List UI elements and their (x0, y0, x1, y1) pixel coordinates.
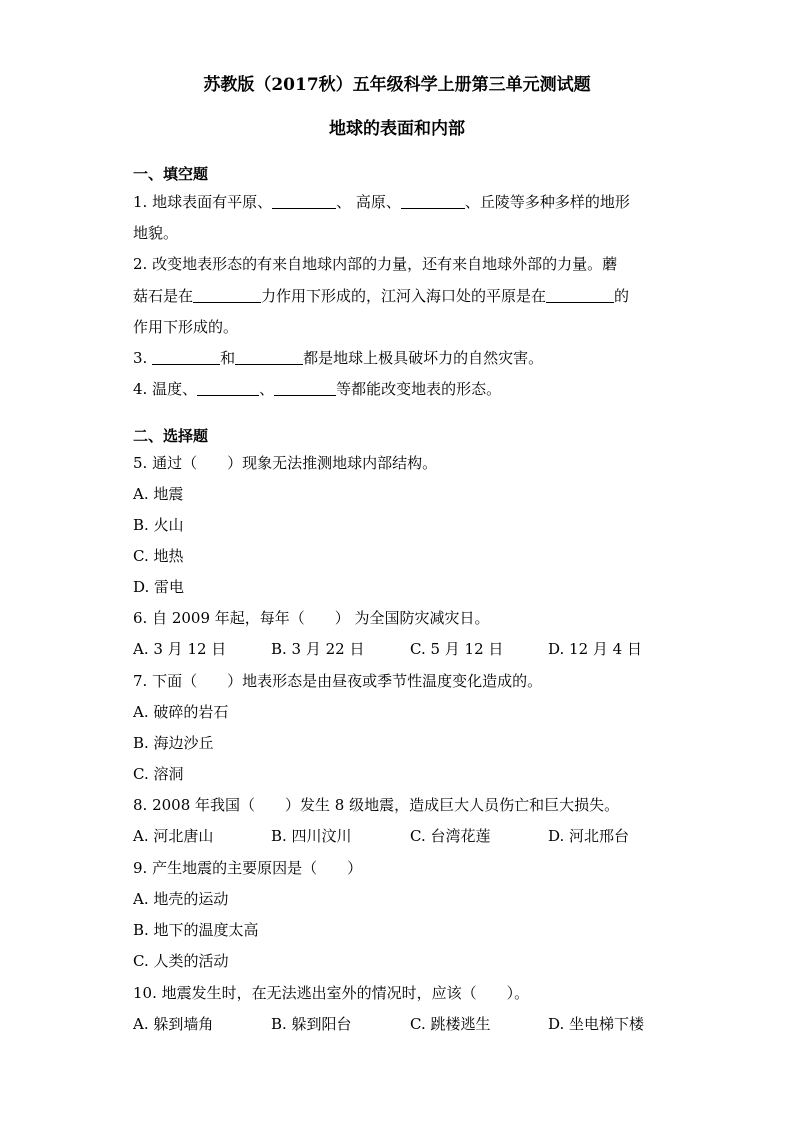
question-text: 菇石是在 (133, 287, 194, 305)
question-6-option-d[interactable]: D. 12 月 4 日 (548, 640, 642, 658)
question-text: 、 高原、 (336, 193, 401, 211)
question-5-option-a[interactable]: A. 地震 (133, 485, 184, 503)
question-7-option-c[interactable]: C. 溶洞 (133, 765, 184, 783)
question-8-option-d[interactable]: D. 河北邢台 (548, 827, 630, 845)
question-9-option-b[interactable]: B. 地下的温度太高 (133, 921, 259, 939)
question-text: 力作用下形成的，江河入海口处的平原是在 (261, 287, 547, 305)
answer-blank[interactable] (272, 193, 336, 209)
question-10-options (133, 1013, 644, 1034)
section-heading-choice: 二、选择题 (133, 427, 209, 445)
question-7-stem: 7. 下面（ ）地表形态是由昼夜或季节性温度变化造成的。 (133, 672, 543, 690)
question-10-option-b[interactable]: B. 躲到阳台 (271, 1015, 352, 1033)
question-text: 、丘陵等多种多样的地形 (464, 193, 630, 211)
answer-blank[interactable] (197, 380, 259, 396)
question-5-option-d[interactable]: D. 雷电 (133, 578, 185, 596)
question-text: 、 (259, 380, 275, 398)
question-5-stem: 5. 通过（ ）现象无法推测地球内部结构。 (133, 454, 438, 472)
question-8-option-b[interactable]: B. 四川汶川 (271, 827, 352, 845)
question-text: 的 (614, 287, 630, 305)
question-10-option-d[interactable]: D. 坐电梯下楼 (548, 1015, 645, 1033)
answer-blank[interactable] (152, 349, 220, 365)
question-8-option-c[interactable]: C. 台湾花莲 (410, 827, 491, 845)
question-5-option-c[interactable]: C. 地热 (133, 547, 184, 565)
question-6-option-c[interactable]: C. 5 月 12 日 (410, 640, 504, 658)
question-8-option-a[interactable]: A. 河北唐山 (133, 827, 214, 845)
question-2-line-1: 2. 改变地表形态的有来自地球内部的力量，还有来自地球外部的力量。蘑 (133, 255, 618, 273)
question-8-options (133, 825, 629, 846)
question-2-line-2 (133, 285, 629, 306)
answer-blank[interactable] (546, 287, 614, 303)
question-1-line-2: 地貌。 (133, 224, 179, 242)
question-6-option-a[interactable]: A. 3 月 12 日 (133, 640, 227, 658)
question-5-option-b[interactable]: B. 火山 (133, 516, 184, 534)
question-1-line-1 (133, 191, 630, 212)
question-3 (133, 347, 543, 368)
question-text: 1. 地球表面有平原、 (133, 193, 273, 211)
answer-blank[interactable] (401, 193, 465, 209)
question-9-option-a[interactable]: A. 地壳的运动 (133, 890, 229, 908)
question-10-option-c[interactable]: C. 跳楼逃生 (410, 1015, 491, 1033)
question-4 (133, 378, 501, 399)
question-text: 等都能改变地表的形态。 (336, 380, 502, 398)
question-9-stem: 9. 产生地震的主要原因是（ ） (133, 859, 363, 877)
question-text: 和 (220, 349, 236, 367)
answer-blank[interactable] (193, 287, 261, 303)
question-6-stem: 6. 自 2009 年起，每年（ ） 为全国防灾减灾日。 (133, 609, 490, 627)
question-6-option-b[interactable]: B. 3 月 22 日 (271, 640, 365, 658)
answer-blank[interactable] (274, 380, 336, 396)
question-10-option-a[interactable]: A. 躲到墙角 (133, 1015, 214, 1033)
question-text: 3. (133, 349, 153, 367)
question-10-stem: 10. 地震发生时，在无法逃出室外的情况时，应该（ ）。 (133, 984, 530, 1002)
question-2-line-3: 作用下形成的。 (133, 318, 239, 336)
question-6-options (133, 638, 642, 659)
question-7-option-b[interactable]: B. 海边沙丘 (133, 734, 214, 752)
document-subtitle: 地球的表面和内部 (329, 119, 465, 139)
section-heading-fill-in: 一、填空题 (133, 165, 209, 183)
answer-blank[interactable] (235, 349, 303, 365)
question-8-stem: 8. 2008 年我国（ ）发生 8 级地震，造成巨大人员伤亡和巨大损失。 (133, 796, 620, 814)
question-text: 4. 温度、 (133, 380, 198, 398)
document-title: 苏教版（2017秋）五年级科学上册第三单元测试题 (203, 75, 591, 95)
question-text: 都是地球上极具破坏力的自然灾害。 (303, 349, 544, 367)
question-7-option-a[interactable]: A. 破碎的岩石 (133, 703, 229, 721)
question-9-option-c[interactable]: C. 人类的活动 (133, 952, 229, 970)
